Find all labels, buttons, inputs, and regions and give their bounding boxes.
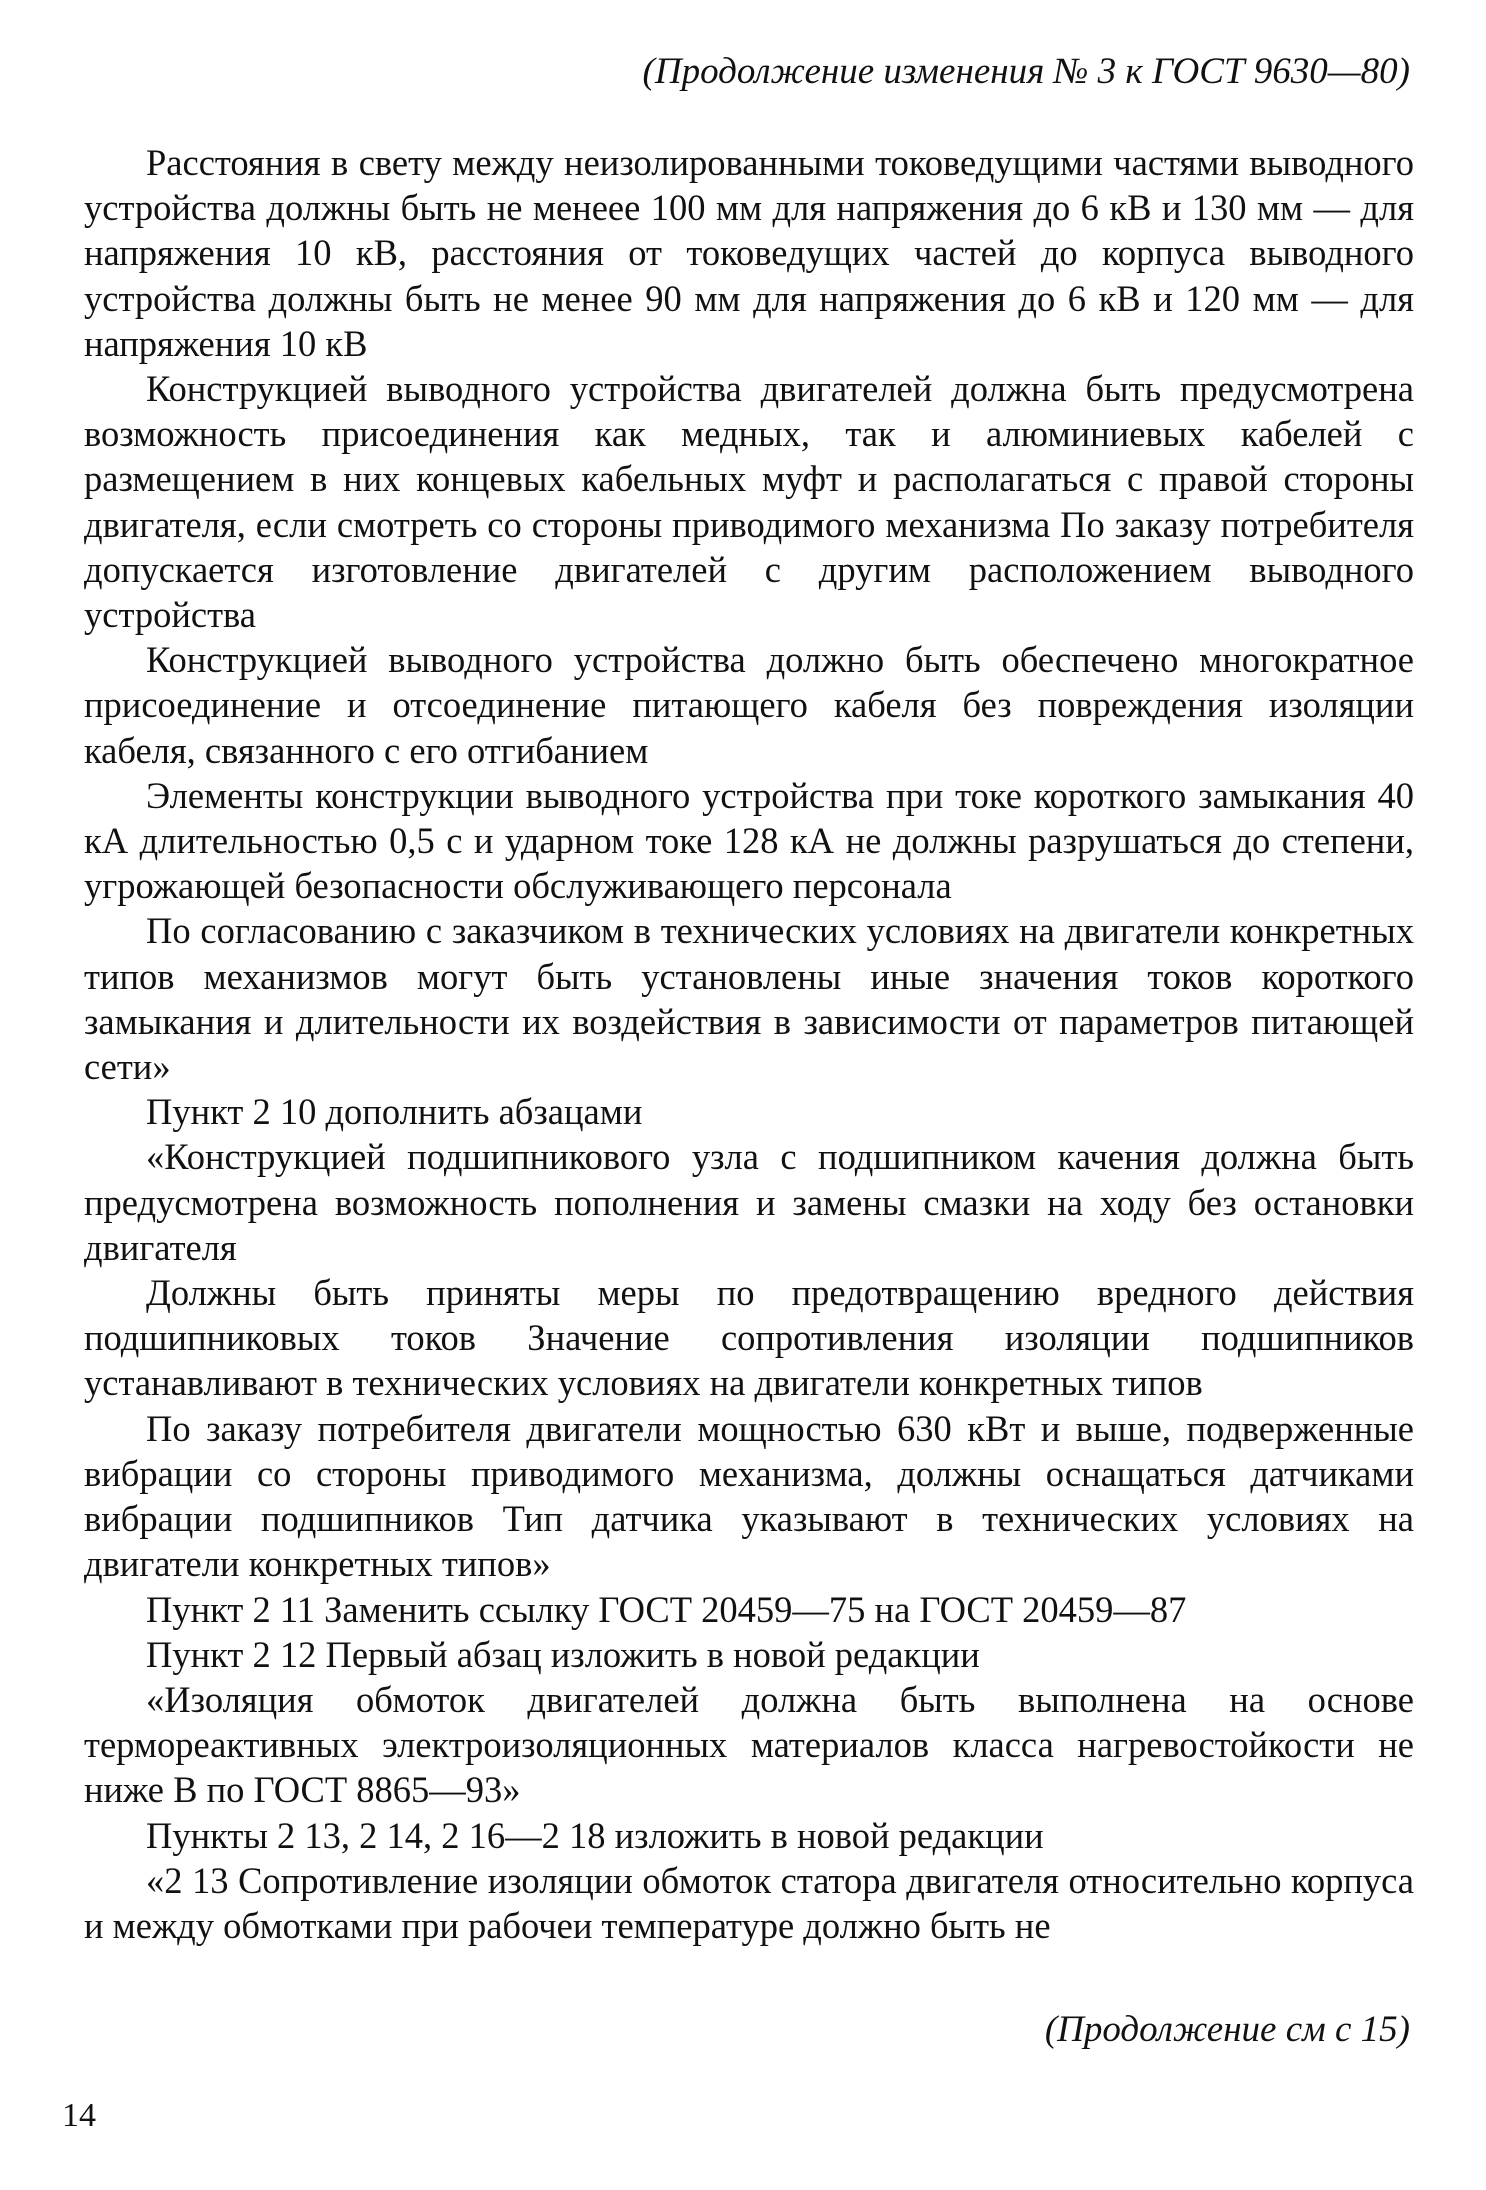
paragraph: Должны быть приняты меры по предотвращению вредного действия подшипниковых токов Значение сопротивления изоляции подшипников устанавливают в технических условиях на двигатели конкретных типов bbox=[84, 1272, 1414, 1404]
page-number: 14 bbox=[62, 2097, 96, 2134]
paragraph: «2 13 Сопротивление изоляции обмоток статора двигателя относительно корпуса и между обмотками при рабочеи температуре должно быть не bbox=[84, 1859, 1414, 1946]
paragraph: По согласованию с заказчиком в технических условиях на двигатели конкретных типов механизмов могут быть установлены иные значения токов короткого замыкания и длительности их воздействия в зависимости от параметров питающей сети» bbox=[84, 910, 1414, 1088]
paragraph: Элементы конструкции выводного устройства при токе короткого замыкания 40 кА длительностью 0,5 с и ударном токе 128 кА не должны разрушаться до степени, угрожающей безопасности обслуживающего персонала bbox=[84, 774, 1414, 907]
document-body bbox=[84, 140, 1414, 1948]
paragraph: По заказу потребителя двигатели мощностью 630 кВт и выше, подверженные вибрации со стороны приводимого механизма, должны оснащаться датчиками вибрации подшипников Тип датчика указывают в технических условиях на двигатели конкретных типов» bbox=[84, 1407, 1414, 1585]
paragraph: «Изоляция обмоток двигателей должна быть выполнена на основе термореактивных электроизоляционных материалов класса нагревостойкости не ниже В по ГОСТ 8865—93» bbox=[84, 1678, 1414, 1811]
continuation-note: (Продолжение см с 15) bbox=[1044, 2009, 1410, 2050]
running-title: (Продолжение изменения № 3 к ГОСТ 9630—80) bbox=[642, 51, 1410, 92]
paragraph: Расстояния в свету между неизолированными токоведущими частями выводного устройства должны быть не менеее 100 мм для напряжения до 6 кВ и 130 мм — для напряжения 10 кВ, расстояния от токоведущих частей до корпуса выводного устройства должны быть не менее 90 мм для напряжения до 6 кВ и 120 мм — для напряжения 10 кВ bbox=[84, 142, 1414, 364]
paragraph: Пункт 2 12 Первый абзац изложить в новой редакции bbox=[146, 1633, 980, 1675]
paragraph: Пункт 2 10 дополнить абзацами bbox=[146, 1091, 643, 1133]
paragraph: «Конструкцией подшипникового узла с подшипником качения должна быть предусмотрена возможность пополнения и замены смазки на ходу без остановки двигателя bbox=[84, 1136, 1414, 1268]
paragraph: Конструкцией выводного устройства двигателей должна быть предусмотрена возможность присоединения как медных, так и алюминиевых кабелей с размещением в них концевых кабельных муфт и располагаться с правой стороны двигателя, если смотреть со стороны приводимого механизма По заказу потребителя допускается изготовление двигателей с другим расположением выводного устройства bbox=[84, 368, 1414, 636]
paragraph: Пункт 2 11 Заменить ссылку ГОСТ 20459—75 на ГОСТ 20459—87 bbox=[146, 1588, 1187, 1630]
paragraph: Конструкцией выводного устройства должно быть обеспечено многократное присоединение и отсоединение питающего кабеля без повреждения изоляции кабеля, связанного с его отгибанием bbox=[84, 639, 1414, 771]
paragraph: Пункты 2 13, 2 14, 2 16—2 18 изложить в новой редакции bbox=[146, 1814, 1044, 1856]
